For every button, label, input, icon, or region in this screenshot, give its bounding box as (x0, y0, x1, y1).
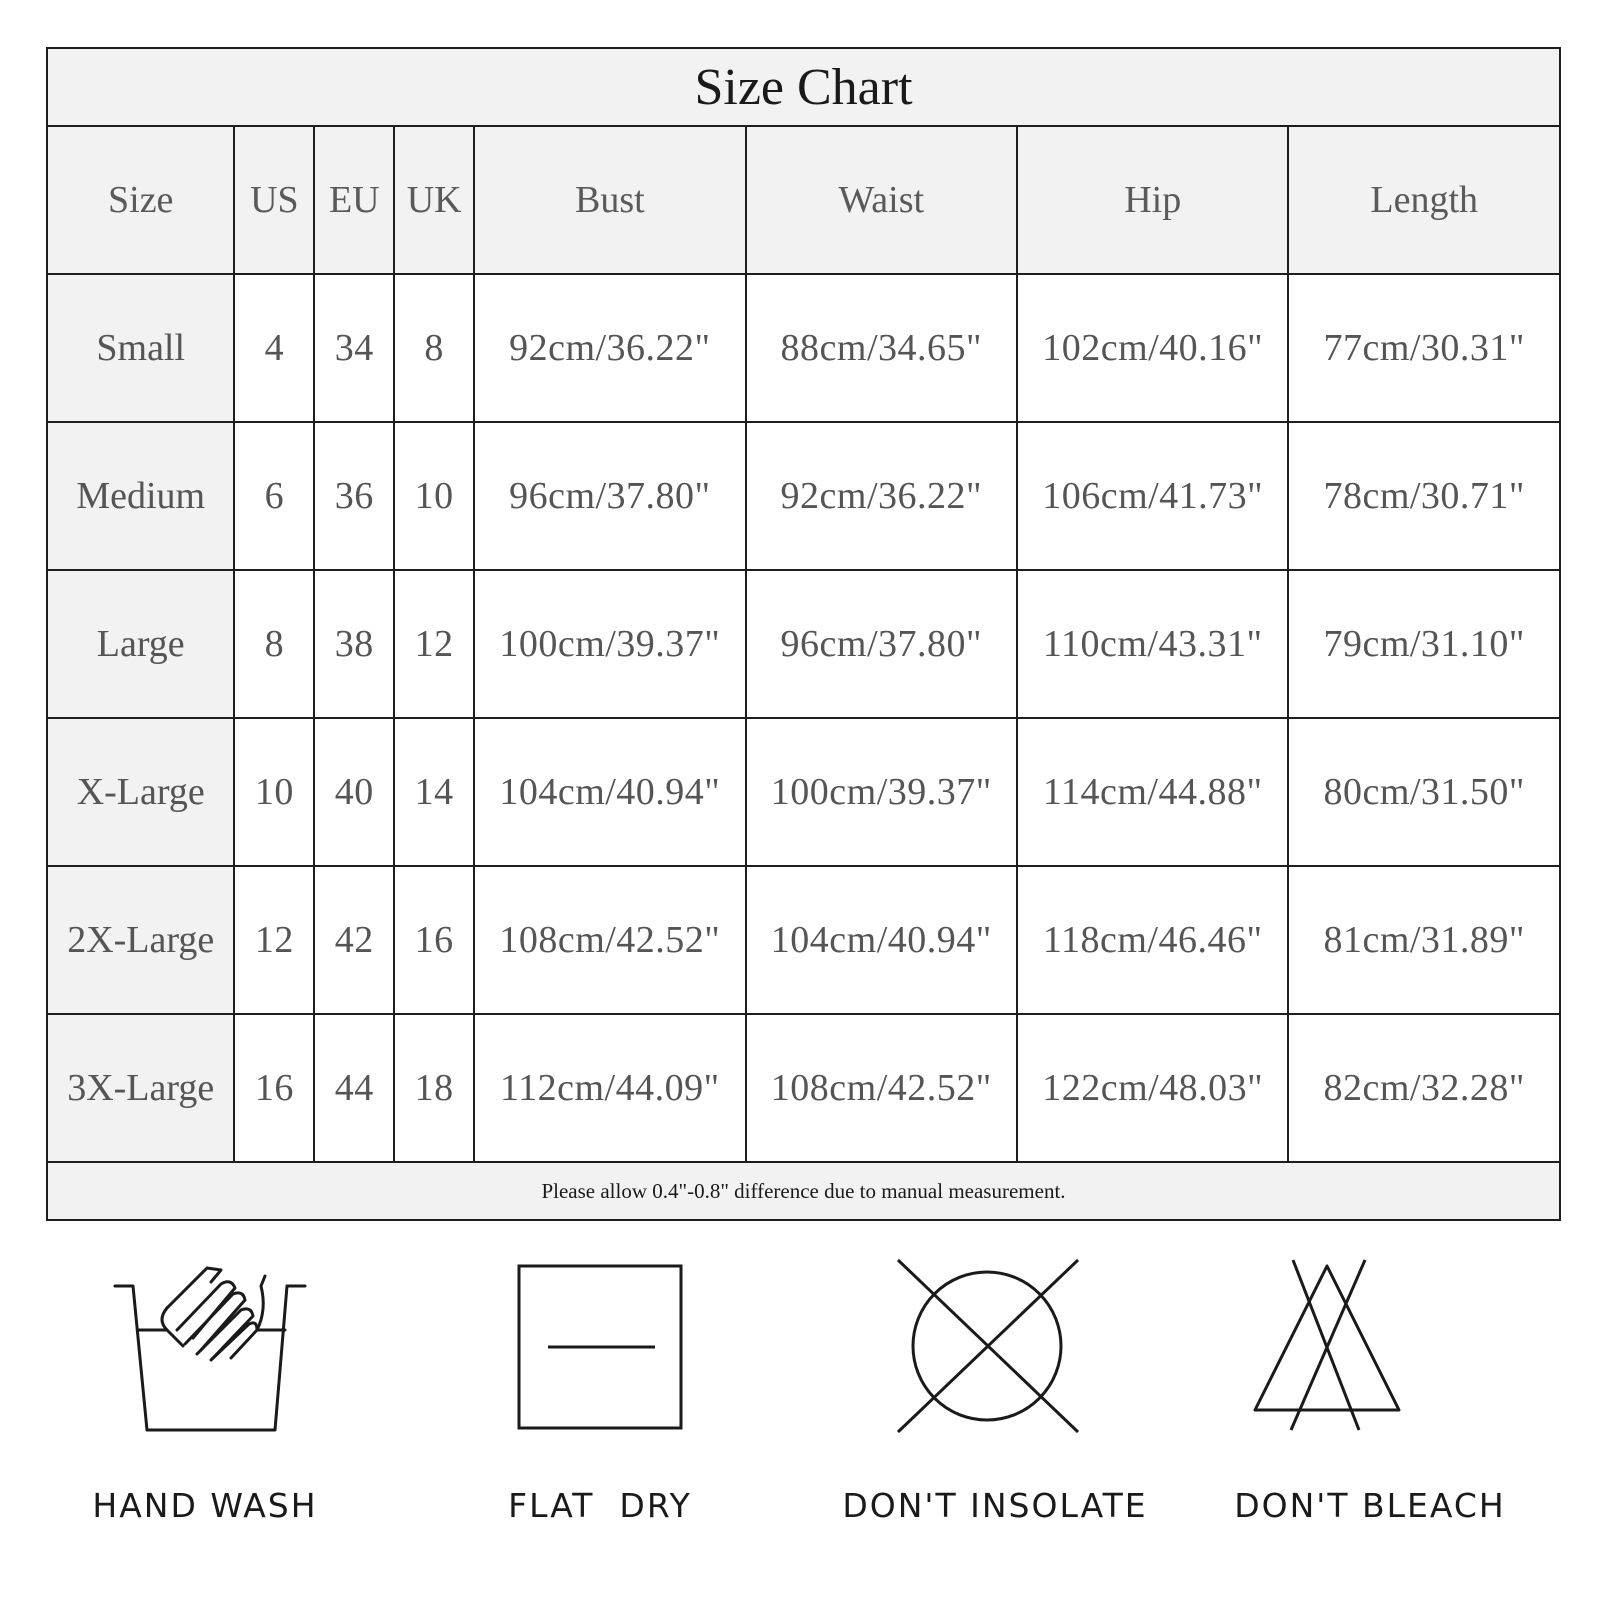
hip-value: 106cm/41.73" (1017, 422, 1288, 570)
eu-value: 44 (314, 1014, 394, 1162)
eu-value: 42 (314, 866, 394, 1014)
care-dont-bleach (1200, 1250, 1540, 1550)
flat-dry-icon (430, 1250, 770, 1450)
chart-title: Size Chart (47, 48, 1560, 126)
hand-wash-icon (35, 1250, 375, 1450)
size-chart-table (46, 47, 1561, 1221)
header-uk: UK (394, 126, 474, 274)
table-row (47, 274, 1560, 422)
size-label: Large (47, 570, 234, 718)
header-waist: Waist (746, 126, 1017, 274)
size-label: 2X-Large (47, 866, 234, 1014)
size-label: Medium (47, 422, 234, 570)
size-label: X-Large (47, 718, 234, 866)
header-row (47, 126, 1560, 274)
length-value: 78cm/30.71" (1288, 422, 1560, 570)
care-label: FLAT DRY (508, 1486, 692, 1525)
dont-bleach-icon (1200, 1250, 1540, 1450)
hip-value: 122cm/48.03" (1017, 1014, 1288, 1162)
care-label: DON'T BLEACH (1234, 1486, 1506, 1525)
table-row (47, 866, 1560, 1014)
us-value: 8 (234, 570, 314, 718)
measurement-note: Please allow 0.4"-0.8" difference due to manual measurement. (47, 1162, 1560, 1220)
header-length: Length (1288, 126, 1560, 274)
care-label: DON'T INSOLATE (842, 1486, 1148, 1525)
us-value: 16 (234, 1014, 314, 1162)
title-row (47, 48, 1560, 126)
bust-value: 96cm/37.80" (474, 422, 745, 570)
eu-value: 38 (314, 570, 394, 718)
us-value: 6 (234, 422, 314, 570)
size-label: Small (47, 274, 234, 422)
waist-value: 96cm/37.80" (746, 570, 1017, 718)
waist-value: 92cm/36.22" (746, 422, 1017, 570)
length-value: 81cm/31.89" (1288, 866, 1560, 1014)
waist-value: 100cm/39.37" (746, 718, 1017, 866)
table-row (47, 718, 1560, 866)
dont-insolate-icon (825, 1250, 1165, 1450)
waist-value: 108cm/42.52" (746, 1014, 1017, 1162)
waist-value: 88cm/34.65" (746, 274, 1017, 422)
header-us: US (234, 126, 314, 274)
bust-value: 100cm/39.37" (474, 570, 745, 718)
hip-value: 118cm/46.46" (1017, 866, 1288, 1014)
note-row (47, 1162, 1560, 1220)
hip-value: 114cm/44.88" (1017, 718, 1288, 866)
uk-value: 18 (394, 1014, 474, 1162)
header-bust: Bust (474, 126, 745, 274)
length-value: 79cm/31.10" (1288, 570, 1560, 718)
waist-value: 104cm/40.94" (746, 866, 1017, 1014)
hip-value: 102cm/40.16" (1017, 274, 1288, 422)
uk-value: 10 (394, 422, 474, 570)
uk-value: 8 (394, 274, 474, 422)
bust-value: 108cm/42.52" (474, 866, 745, 1014)
bust-value: 92cm/36.22" (474, 274, 745, 422)
care-hand-wash (35, 1250, 375, 1550)
care-flat-dry (430, 1250, 770, 1550)
length-value: 82cm/32.28" (1288, 1014, 1560, 1162)
table-row (47, 422, 1560, 570)
length-value: 80cm/31.50" (1288, 718, 1560, 866)
uk-value: 12 (394, 570, 474, 718)
uk-value: 16 (394, 866, 474, 1014)
bust-value: 104cm/40.94" (474, 718, 745, 866)
hip-value: 110cm/43.31" (1017, 570, 1288, 718)
table-row (47, 1014, 1560, 1162)
us-value: 12 (234, 866, 314, 1014)
table-row (47, 570, 1560, 718)
us-value: 4 (234, 274, 314, 422)
care-label: HAND WASH (92, 1486, 318, 1525)
us-value: 10 (234, 718, 314, 866)
care-dont-insolate (825, 1250, 1165, 1550)
header-eu: EU (314, 126, 394, 274)
length-value: 77cm/30.31" (1288, 274, 1560, 422)
header-hip: Hip (1017, 126, 1288, 274)
eu-value: 40 (314, 718, 394, 866)
bust-value: 112cm/44.09" (474, 1014, 745, 1162)
uk-value: 14 (394, 718, 474, 866)
size-label: 3X-Large (47, 1014, 234, 1162)
header-size: Size (47, 126, 234, 274)
eu-value: 36 (314, 422, 394, 570)
eu-value: 34 (314, 274, 394, 422)
